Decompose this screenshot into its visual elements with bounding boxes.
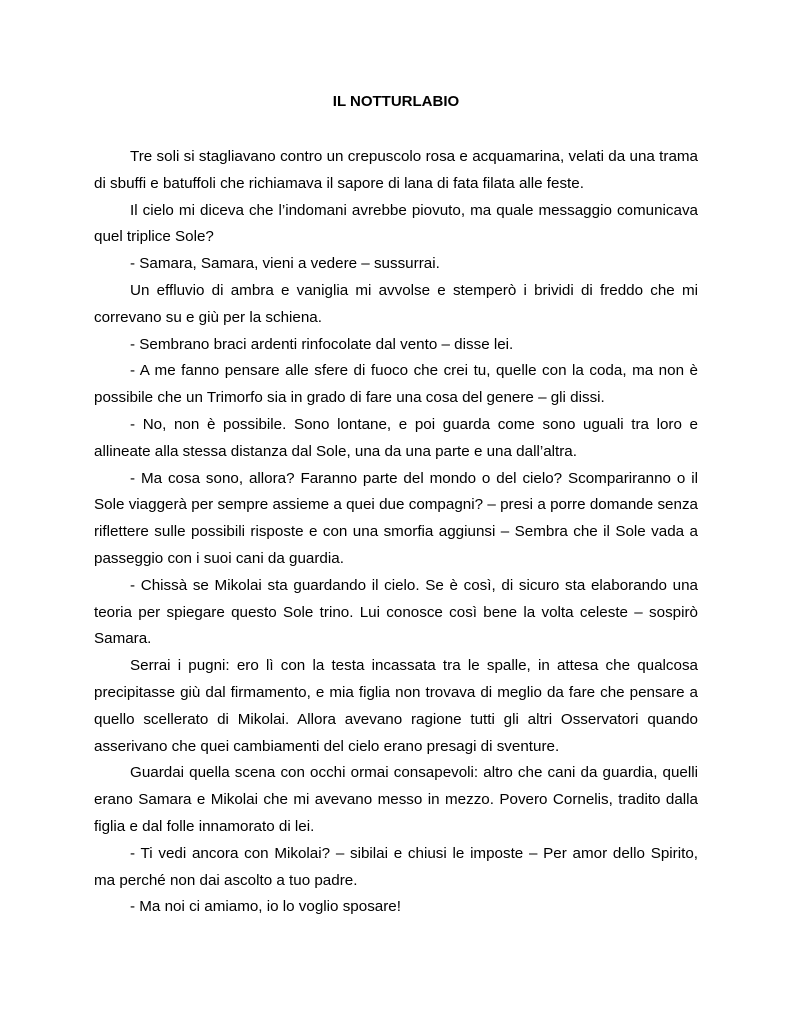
paragraph: Un effluvio di ambra e vaniglia mi avvolse e stemperò i brividi di freddo che mi correvano su e giù per la schiena. <box>94 281 698 326</box>
paragraph: - Ma cosa sono, allora? Faranno parte del mondo o del cielo? Scompariranno o il Sole viaggerà per sempre assieme a quei due compagni? – presi a porre domande senza riflettere sulle possibili risposte e con una smorfia aggiunsi – Sembra che il Sole vada a passeggio con i suoi cani da guardia. <box>94 469 698 567</box>
paragraph: - Ti vedi ancora con Mikolai? – sibilai e chiusi le imposte – Per amor dello Spirito, ma perché non dai ascolto a tuo padre. <box>94 844 698 889</box>
paragraph: - No, non è possibile. Sono lontane, e poi guarda come sono uguali tra loro e allineate alla stessa distanza dal Sole, una da una parte e una dall’altra. <box>94 415 698 460</box>
document-title: IL NOTTURLABIO <box>332 93 460 110</box>
paragraph: Il cielo mi diceva che l’indomani avrebbe piovuto, ma quale messaggio comunicava quel triplice Sole? <box>94 201 698 246</box>
paragraph: - Samara, Samara, vieni a vedere – sussurrai. <box>130 255 440 273</box>
paragraph: Guardai quella scena con occhi ormai consapevoli: altro che cani da guardia, quelli erano Samara e Mikolai che mi avevano messo in mezzo. Povero Cornelis, tradito dalla figlia e dal folle innamorato di lei. <box>94 764 698 835</box>
paragraph: - A me fanno pensare alle sfere di fuoco che crei tu, quelle con la coda, ma non è possibile che un Trimorfo sia in grado di fare una cosa del genere – gli dissi. <box>94 362 698 407</box>
paragraph: - Ma noi ci amiamo, io lo voglio sposare! <box>130 898 401 916</box>
document-body <box>94 144 698 921</box>
paragraph: - Chissà se Mikolai sta guardando il cielo. Se è così, di sicuro sta elaborando una teoria per spiegare questo Sole trino. Lui conosce così bene la volta celeste – sospirò Samara. <box>94 576 698 648</box>
paragraph: Tre soli si stagliavano contro un crepuscolo rosa e acquamarina, velati da una trama di sbuffi e batuffoli che richiamava il sapore di lana di fata filata alle feste. <box>94 148 698 192</box>
paragraph: Serrai i pugni: ero lì con la testa incassata tra le spalle, in attesa che qualcosa precipitasse giù dal firmamento, e mia figlia non trovava di meglio da fare che pensare a quello scellerato di Mikolai. Allora avevano ragione tutti gli altri Osservatori quando asserivano che quei cambiamenti del cielo erano presagi di sventure. <box>94 657 698 755</box>
paragraph: - Sembrano braci ardenti rinfocolate dal vento – disse lei. <box>130 335 514 353</box>
